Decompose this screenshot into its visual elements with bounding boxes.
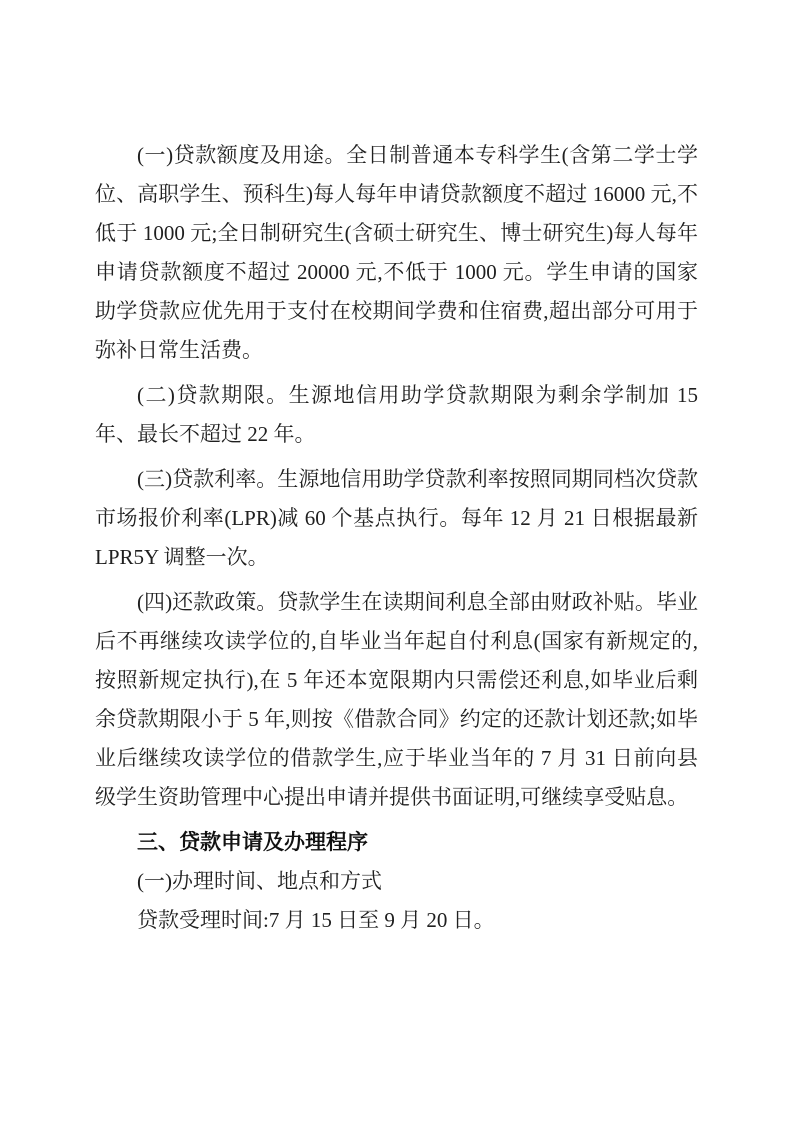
paragraph-acceptance-period: 贷款受理时间:7 月 15 日至 9 月 20 日。 bbox=[137, 908, 495, 932]
paragraph-processing-time-place-method: (一)办理时间、地点和方式 bbox=[137, 869, 382, 893]
paragraph-loan-rate: (三)贷款利率。生源地信用助学贷款利率按照同期同档次贷款市场报价利率(LPR)减 60 个基点执行。每年 12 月 21 日根据最新 LPR5Y 调整一次。 bbox=[95, 467, 698, 569]
paragraph-repayment-policy: (四)还款政策。贷款学生在读期间利息全部由财政补贴。毕业后不再继续攻读学位的,自毕业当年起自付利息(国家有新规定的,按照新规定执行),在 5 年还本宽限期内只需偿还利息,如毕业后剩余贷款期限小于 5 年,则按《借款合同》约定的还款计划还款;如毕业后继续攻读学位的借款学生,应于毕业当年的 7 月 31 日前向县级学生资助管理中心提出申请并提供书面证明,可继续享受贴息。 bbox=[95, 590, 698, 809]
paragraph-loan-term: (二)贷款期限。生源地信用助学贷款期限为剩余学制加 15 年、最长不超过 22 年。 bbox=[95, 383, 698, 446]
paragraph-loan-amount-and-use: (一)贷款额度及用途。全日制普通本专科学生(含第二学士学位、高职学生、预科生)每人每年申请贷款额度不超过 16000 元,不低于 1000 元;全日制研究生(含硕士研究生、博士研究生)每人每年申请贷款额度不超过 20000 元,不低于 1000 元。学生申请的国家助学贷款应优先用于支付在校期间学费和住宿费,超出部分可用于弥补日常生活费。 bbox=[95, 143, 698, 362]
section-heading-loan-application-procedure: 三、贷款申请及办理程序 bbox=[137, 831, 368, 854]
